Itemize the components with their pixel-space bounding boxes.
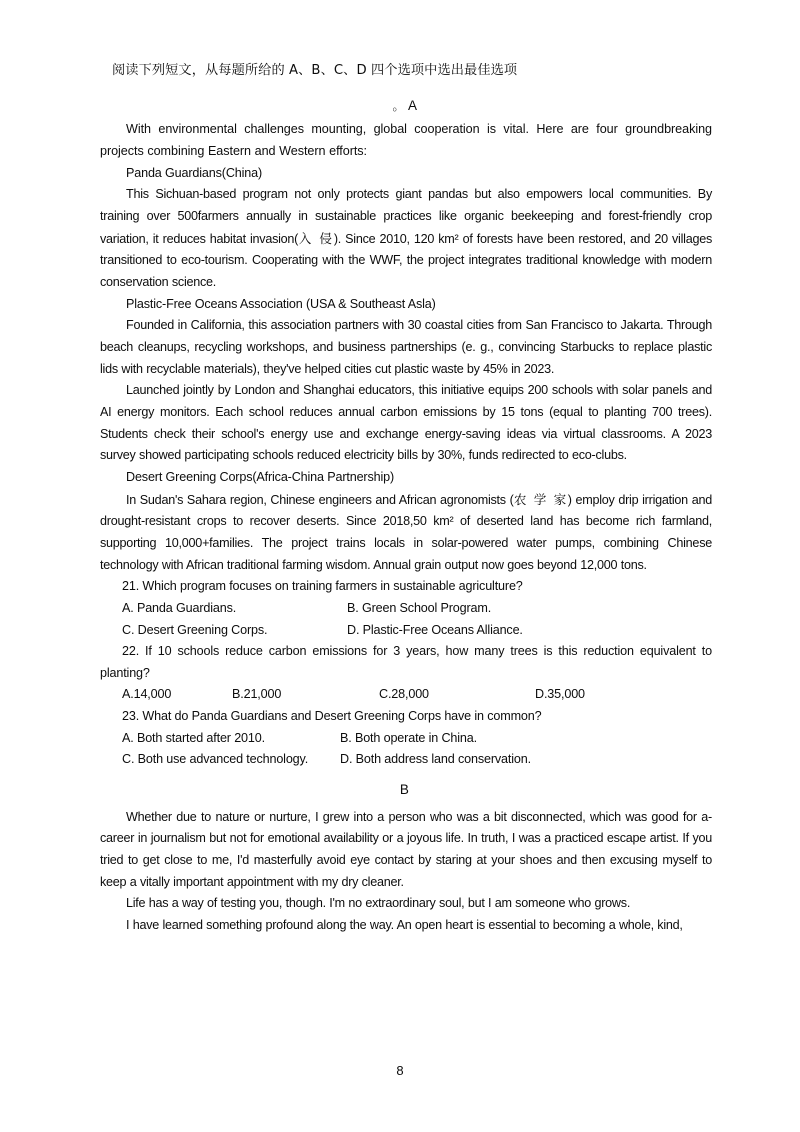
panda-body-part2: ). Since 2010, 120 km² of forests have been restored, and 20 villages transitioned to eco-tourism. Cooperating with the WWF, the project integrates traditional knowledge with modern conservation science. [100,231,713,289]
passage-b-paragraph-2: Life has a way of testing you, though. I'm no extraordinary soul, but I am someone who grows. [126,896,631,911]
question-23-stem: 23. What do Panda Guardians and Desert Greening Corps have in common? [122,709,542,724]
page-number: 8 [396,1063,404,1078]
reading-instruction: 阅读下列短文，从每题所给的 A、B、C、D 四个选项中选出最佳选项 [112,63,518,78]
question-21-option-d[interactable]: D. Plastic-Free Oceans Alliance. [347,622,523,637]
question-22-option-b[interactable]: B.21,000 [232,687,282,702]
question-21-option-c[interactable]: C. Desert Greening Corps. [122,622,268,637]
passage-b-paragraph-3: I have learned something profound along the way. An open heart is essential to becoming a whole, kind, [126,917,683,932]
section-a-marker [100,97,712,115]
question-22-stem: 22. If 10 schools reduce carbon emissions for 3 years, how many trees is this reduction equivalent to planting? [100,644,712,680]
question-23-option-d[interactable]: D. Both address land conservation. [340,752,531,767]
program-body-plastic-free-oceans: Founded in California, this association partners with 30 coastal cities from San Francisco to Jakarta. Through beach cleanups, recycling workshops, and business partnerships (e. g., convincing Starbucks to replace plastic lids with recyclable materials), they've helped cities cut plastic waste by 45% in 2023. [100,318,712,376]
question-23-option-c[interactable]: C. Both use advanced technology. [122,752,309,767]
section-b-marker: B [399,782,410,798]
question-23-options-row-1 [100,728,712,750]
section-a-dot: 。 [392,98,405,113]
question-21-stem: 21. Which program focuses on training farmers in sustainable agriculture? [122,579,523,594]
program-heading-panda-guardians: Panda Guardians(China) [126,165,263,180]
question-23-options-row-2 [100,749,712,771]
question-21-options-row-2 [100,620,712,642]
program-body-desert-greening [100,489,712,577]
question-22-option-a[interactable]: A.14,000 [122,687,172,702]
question-21-options-row-1 [100,598,712,620]
panda-body-part1: This Sichuan-based program not only protects giant pandas but also empowers local communities. By training over 500farmers annually in sustainable practices like organic beekeeping and forest-friendly crop variation, it reduces habitat invasion( [100,187,712,246]
question-22-option-c[interactable]: C.28,000 [379,687,429,702]
desert-body-cjk-gloss: 农 学 家 [513,491,568,507]
program-body-green-school: Launched jointly by London and Shanghai educators, this initiative equips 200 schools with solar panels and AI energy monitors. Each school reduces annual carbon emissions by 15 tons (equal to planting 700 trees). Students check their school's energy use and exchange energy-saving ideas via virtual classrooms. A 2023 survey showed participating schools reduced electricity bills by 30%, funds redirected to eco-clubs. [100,383,712,463]
desert-body-part1: In Sudan's Sahara region, Chinese engineers and African agronomists ( [126,492,514,507]
question-21-option-b[interactable]: B. Green School Program. [347,600,492,615]
question-23-option-a[interactable]: A. Both started after 2010. [122,730,265,745]
passage-a-intro: With environmental challenges mounting, global cooperation is vital. Here are four groundbreaking projects combining Eastern and Western efforts: [100,122,712,159]
program-heading-plastic-free-oceans: Plastic-Free Oceans Association (USA & Southeast Asla) [126,296,436,311]
question-22-options-row [100,684,712,706]
section-a-letter: A [408,97,418,113]
question-23-option-b[interactable]: B. Both operate in China. [340,730,477,745]
program-heading-desert-greening: Desert Greening Corps(Africa-China Partnership) [126,469,395,484]
desert-body-part2: ) employ drip irrigation and drought-resistant crops to recover deserts. Since 2018,50 km² of deserted land has become rich farmland, supporting 10,000+families. The project trains locals in solar-powered water pumps, combining Chinese technology with African traditional farming wisdom. Annual grain output now goes beyond 12,000 tons. [100,492,712,572]
page-content [100,0,712,937]
question-22-option-d[interactable]: D.35,000 [535,687,585,702]
passage-b-paragraph-1: Whether due to nature or nurture, I grew into a person who was a bit disconnected, which was good for a-career in journalism but not for emotional availability or a joyous life. In truth, I was a practiced escape artist. If you tried to get close to me, I'd masterfully avoid eye contact by staring at your shoes and then excusing myself to keep a vitally important appointment with my dry cleaner. [100,809,712,889]
panda-body-cjk-gloss: 入 侵 [298,230,334,246]
program-body-panda-guardians [100,184,712,293]
question-21-option-a[interactable]: A. Panda Guardians. [122,600,237,615]
